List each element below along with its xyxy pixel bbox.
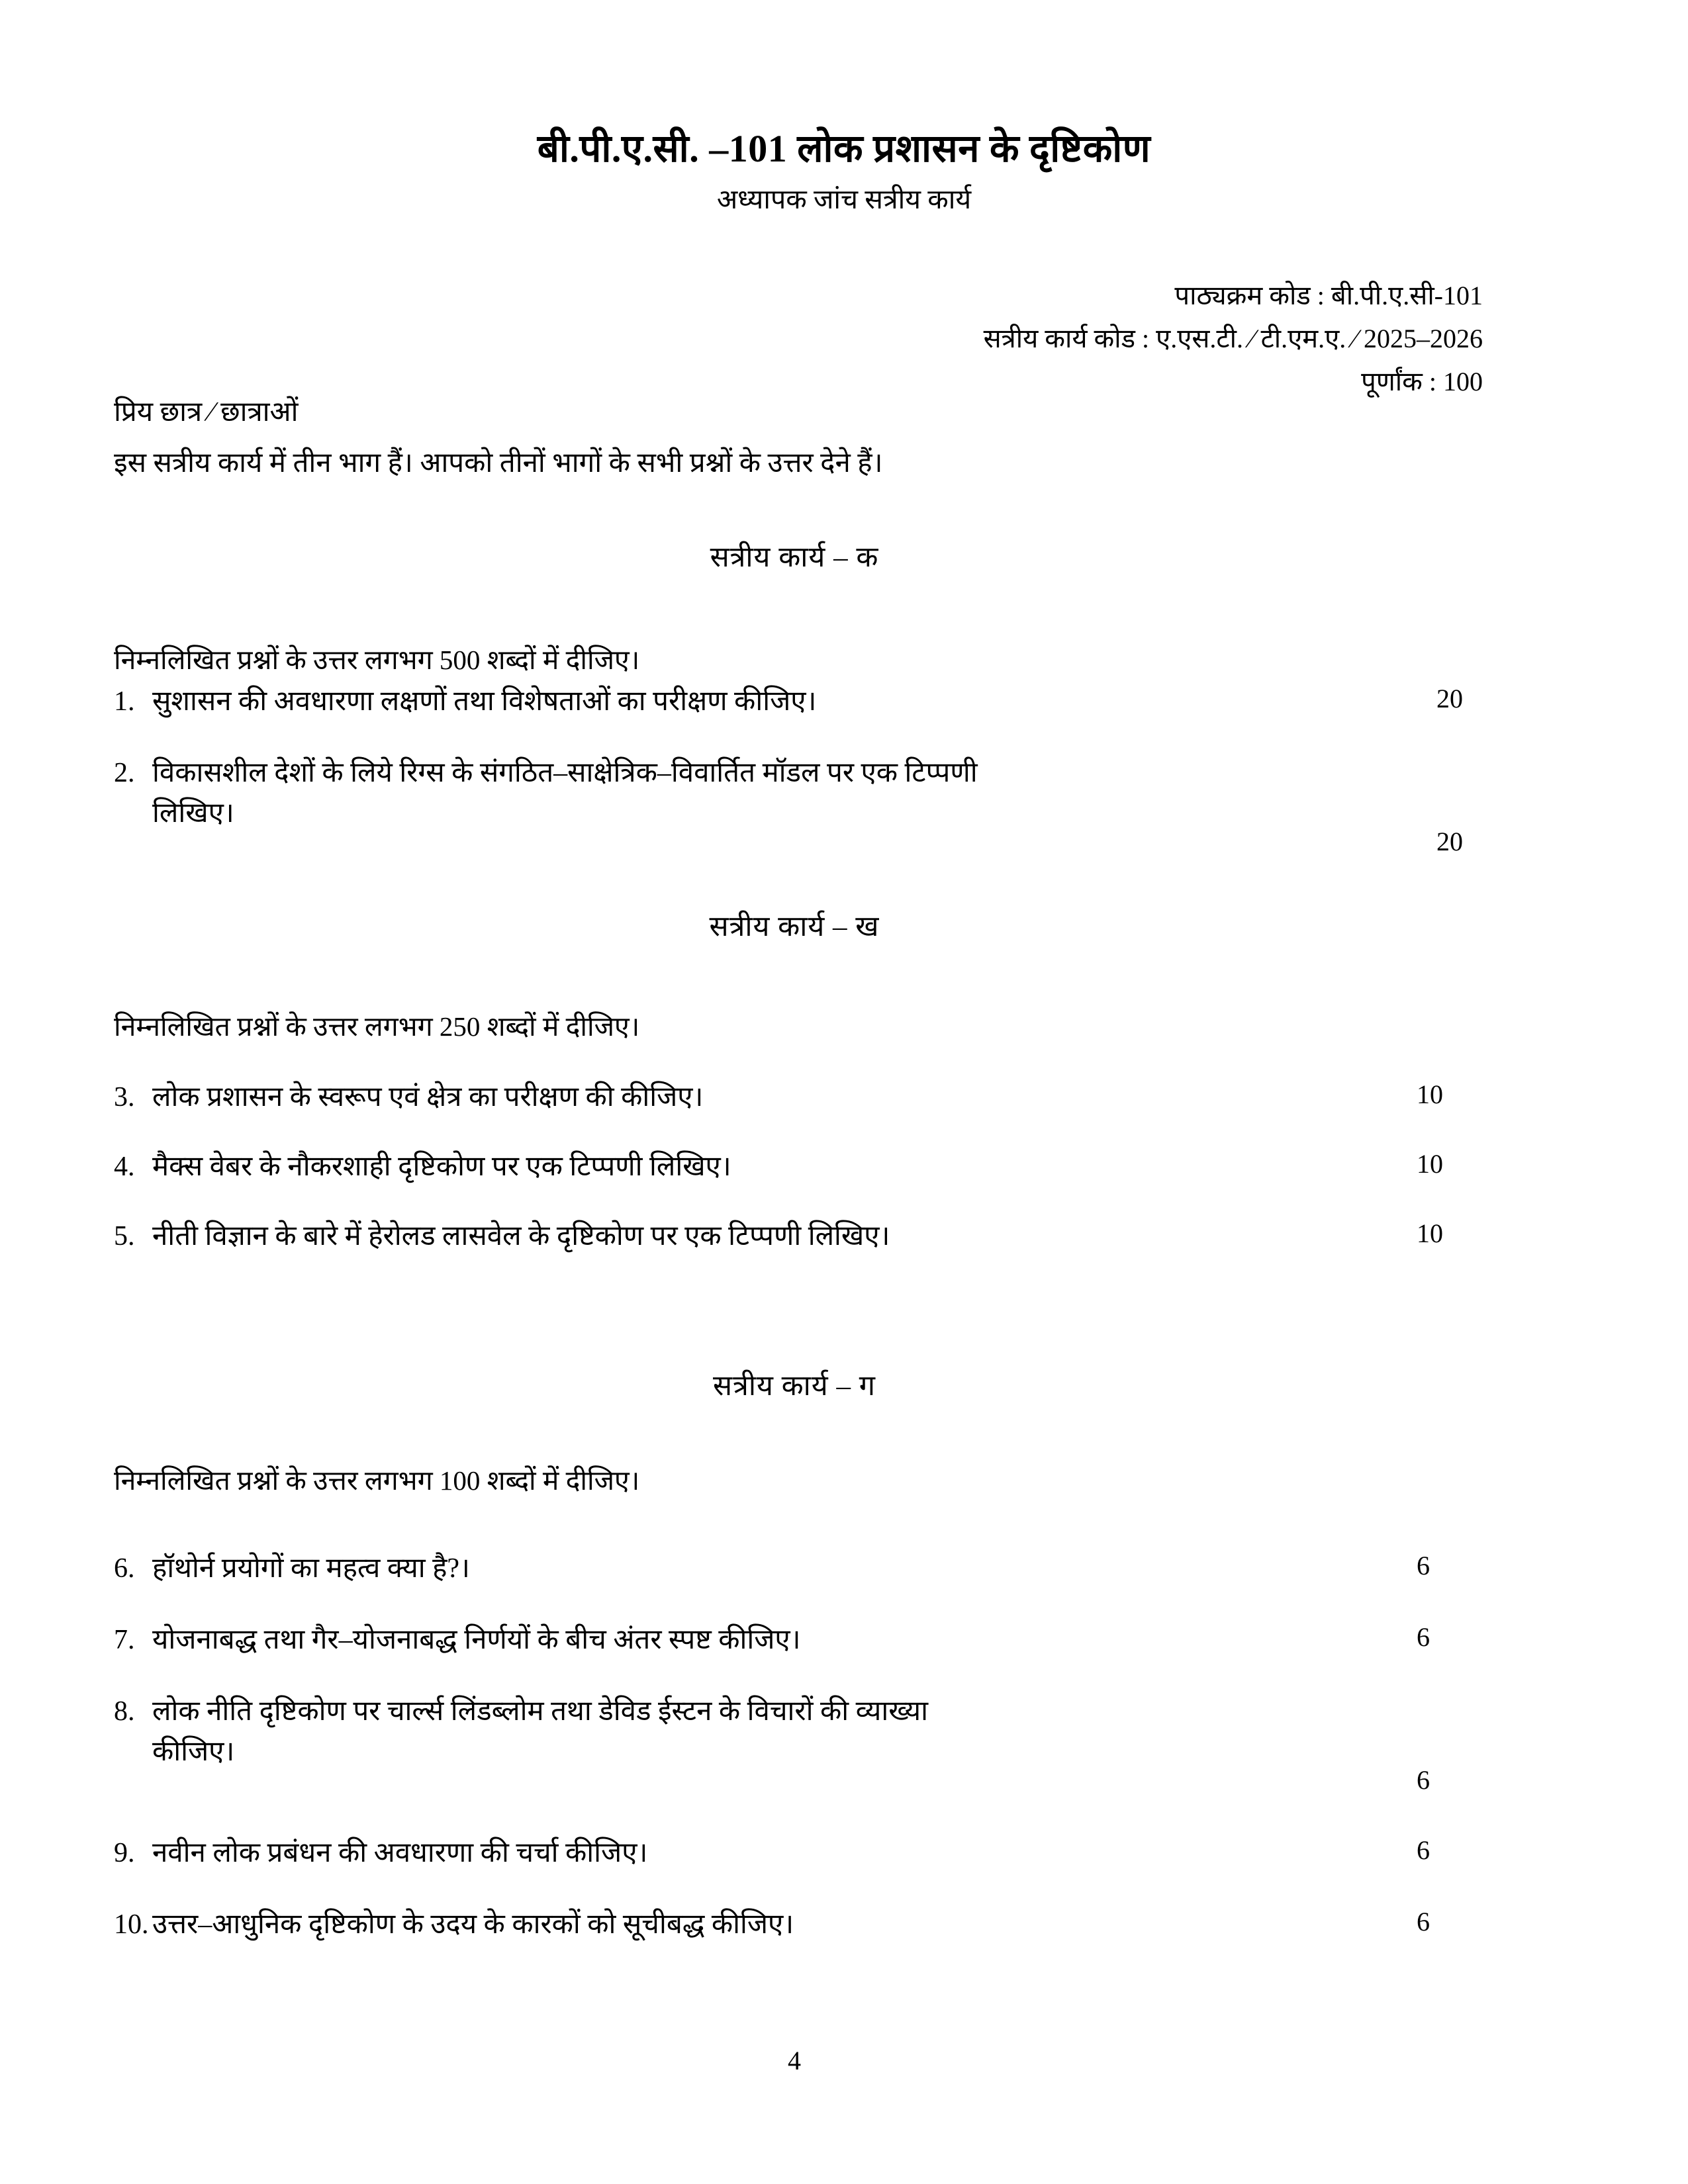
general-instruction: इस सत्रीय कार्य में तीन भाग हैं। आपको तीनों भागों के सभी प्रश्नों के उत्तर देने हैं। bbox=[114, 448, 883, 478]
question-row bbox=[114, 1620, 1491, 1661]
salutation: प्रिय छात्र ⁄ छात्राओं bbox=[114, 397, 299, 428]
question-text: नवीन लोक प्रबंधन की अवधारणा की चर्चा कीजिए। bbox=[152, 1838, 648, 1868]
question-marks: 6 bbox=[1417, 1835, 1430, 1865]
question-number: 2. bbox=[114, 758, 135, 788]
question-text: लोक प्रशासन के स्वरूप एवं क्षेत्र का परीक्षण की कीजिए। bbox=[152, 1082, 704, 1113]
question-row bbox=[114, 1905, 1491, 1945]
course-code: पाठ्यक्रम कोड : बी.पी.ए.सी-101 bbox=[1174, 281, 1483, 310]
question-number: 1. bbox=[114, 686, 135, 717]
question-marks: 10 bbox=[1417, 1149, 1443, 1179]
section-instruction-c: निम्नलिखित प्रश्नों के उत्तर लगभग 100 शब्दों में दीजिए। bbox=[114, 1465, 640, 1496]
question-text: विकासशील देशों के लिये रिग्स के संगठित–साक्षेत्रिक–विवार्तित मॉडल पर एक टिप्पणी bbox=[152, 758, 978, 788]
question-row bbox=[114, 753, 1491, 834]
question-text: उत्तर–आधुनिक दृष्टिकोण के उदय के कारकों को सूचीबद्ध कीजिए। bbox=[152, 1909, 794, 1940]
question-number: 3. bbox=[114, 1082, 135, 1113]
question-number: 10. bbox=[114, 1909, 149, 1940]
question-number: 8. bbox=[114, 1696, 135, 1727]
section-instruction-a: निम्नलिखित प्रश्नों के उत्तर लगभग 500 शब्दों में दीजिए। bbox=[114, 645, 640, 675]
question-number: 5. bbox=[114, 1221, 135, 1251]
question-marks: 6 bbox=[1417, 1907, 1430, 1936]
section-heading-b: सत्रीय कार्य – ख bbox=[709, 911, 880, 942]
question-number: 6. bbox=[114, 1553, 135, 1584]
section-heading-a: सत्रीय कार्य – क bbox=[710, 542, 879, 573]
question-marks: 6 bbox=[1417, 1622, 1430, 1652]
question-text: नीती विज्ञान के बारे में हेरोलड लासवेल के दृष्टिकोण पर एक टिप्पणी लिखिए। bbox=[152, 1221, 890, 1251]
question-number: 9. bbox=[114, 1838, 135, 1868]
question-row bbox=[114, 1077, 1491, 1118]
question-marks: 20 bbox=[1436, 684, 1463, 713]
question-number: 7. bbox=[114, 1625, 135, 1655]
question-text: योजनाबद्ध तथा गैर–योजनाबद्ध निर्णयों के बीच अंतर स्पष्ट कीजिए। bbox=[152, 1625, 801, 1655]
question-number: 4. bbox=[114, 1152, 135, 1182]
assignment-code: सत्रीय कार्य कोड : ए.एस.टी. ⁄ टी.एम.ए. ⁄ 2025–2026 bbox=[983, 323, 1483, 353]
question-marks: 6 bbox=[1417, 1765, 1430, 1795]
question-marks: 20 bbox=[1436, 827, 1463, 856]
question-row bbox=[114, 1147, 1491, 1187]
question-row bbox=[114, 682, 1491, 722]
question-text-continued: कीजिए। bbox=[152, 1736, 235, 1767]
question-marks: 10 bbox=[1417, 1079, 1443, 1109]
page-subtitle: अध्यापक जांच सत्रीय कार्य bbox=[716, 184, 972, 214]
question-row bbox=[114, 1692, 1491, 1772]
page-number: 4 bbox=[788, 2046, 801, 2075]
section-instruction-b: निम्नलिखित प्रश्नों के उत्तर लगभग 250 शब्दों में दीजिए। bbox=[114, 1011, 640, 1042]
question-marks: 6 bbox=[1417, 1551, 1430, 1580]
question-text: लोक नीति दृष्टिकोण पर चार्ल्स लिंडब्लोम तथा डेविड ईस्टन के विचारों की व्याख्या bbox=[152, 1696, 929, 1727]
question-marks: 10 bbox=[1417, 1218, 1443, 1248]
question-text-continued: लिखिए। bbox=[152, 797, 234, 829]
question-text: मैक्स वेबर के नौकरशाही दृष्टिकोण पर एक टिप्पणी लिखिए। bbox=[152, 1152, 731, 1182]
page-title: बी.पी.ए.सी. –101 लोक प्रशासन के दृष्टिकोण bbox=[537, 127, 1151, 170]
question-row bbox=[114, 1549, 1491, 1589]
max-marks: पूर्णांक : 100 bbox=[1361, 366, 1483, 396]
question-text: हॉथोर्न प्रयोगों का महत्व क्या है?। bbox=[152, 1553, 470, 1584]
assignment-meta-block bbox=[0, 275, 1483, 403]
question-text: सुशासन की अवधारणा लक्षणों तथा विशेषताओं का परीक्षण कीजिए। bbox=[152, 686, 817, 717]
section-heading-c: सत्रीय कार्य – ग bbox=[713, 1371, 876, 1402]
question-row bbox=[114, 1833, 1491, 1874]
question-row bbox=[114, 1216, 1491, 1257]
